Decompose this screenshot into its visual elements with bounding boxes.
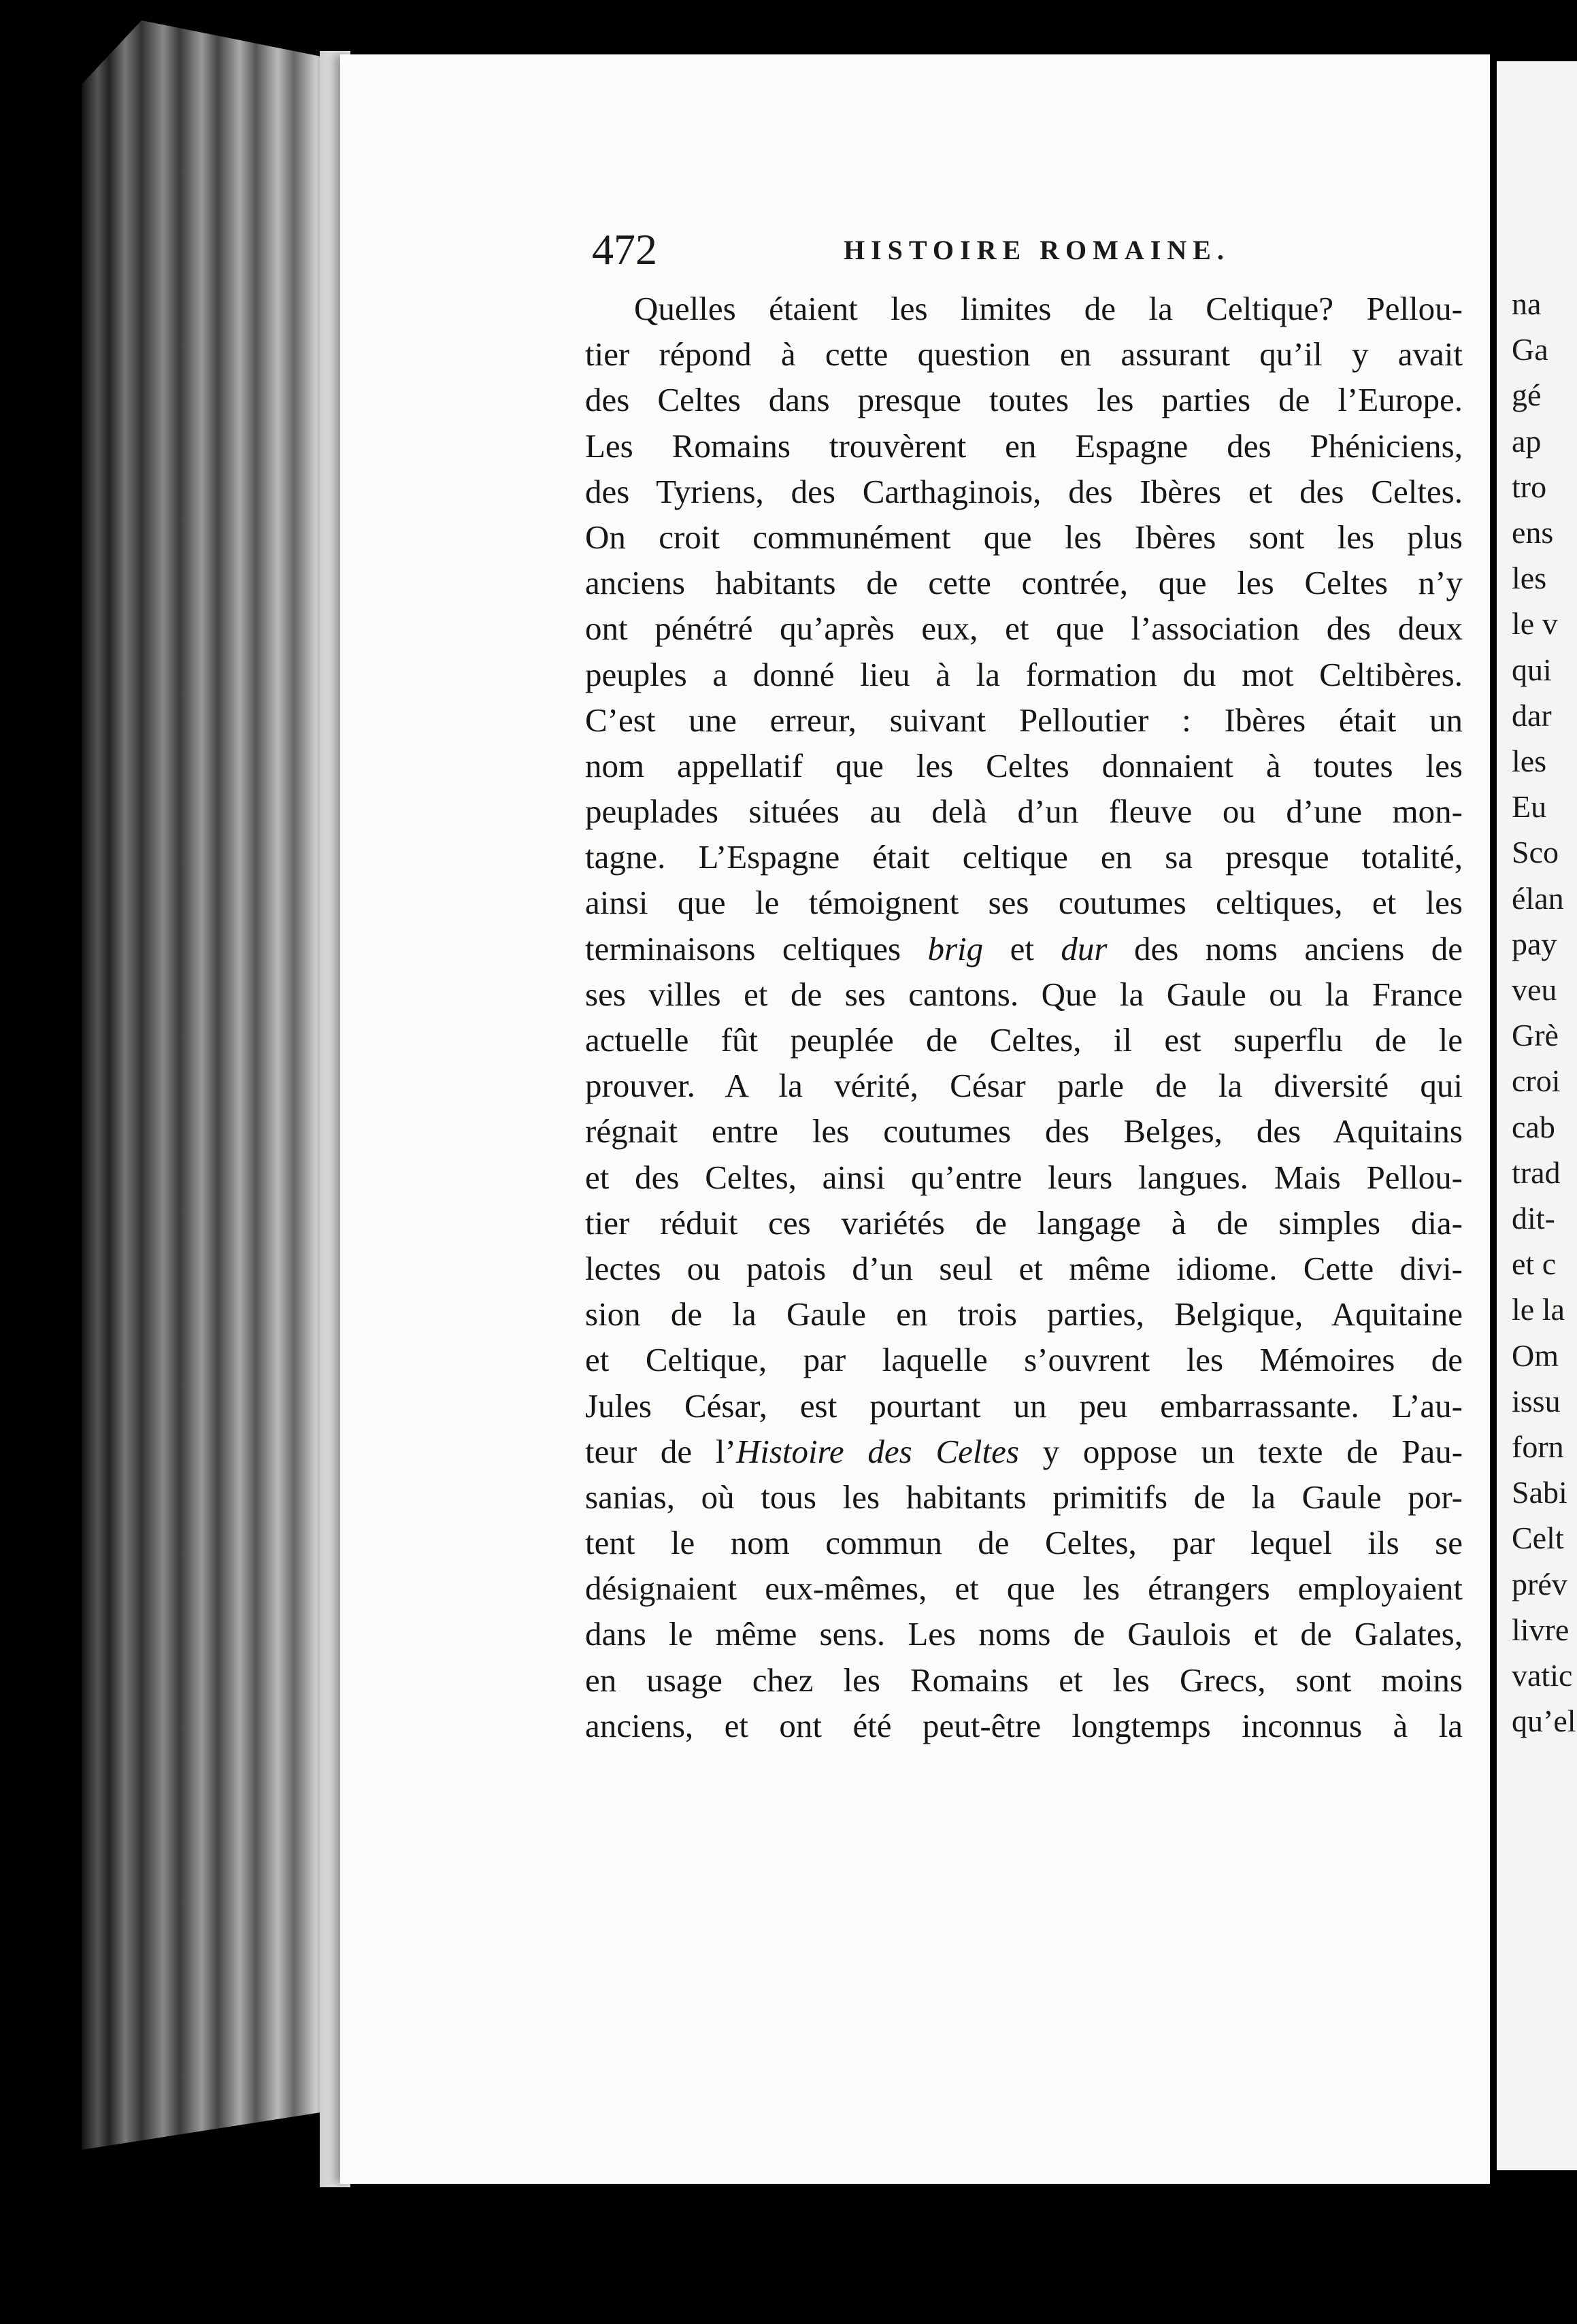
- running-head: [592, 225, 1463, 279]
- text-line: anciens habitants de cette contrée, que les Celtes n’y: [585, 564, 1463, 602]
- italic-title: Histoire des Celtes: [735, 1432, 1019, 1470]
- text-line: anciens, et ont été peut-être longtemps inconnus à la: [585, 1706, 1463, 1744]
- facing-page-fragment: le v: [1512, 606, 1558, 642]
- text-line: Quelles étaient les limites de la Celtique? Pellou-: [634, 290, 1463, 327]
- facing-page-fragment: trad: [1512, 1155, 1561, 1190]
- facing-page-fragment: et c: [1512, 1246, 1557, 1282]
- text-line: régnait entre les coutumes des Belges, des Aquitains: [585, 1112, 1463, 1150]
- text-line: [585, 1429, 1463, 1474]
- facing-page-fragment: prév: [1512, 1566, 1567, 1601]
- body-text: [585, 286, 1463, 1748]
- facing-page-fragment: Eu: [1512, 789, 1547, 825]
- italic-term: dur: [1061, 929, 1108, 967]
- facing-page-fragment: Grè: [1512, 1018, 1559, 1053]
- facing-page-fragment: livre: [1512, 1612, 1570, 1647]
- text-line: sion de la Gaule en trois parties, Belgique, Aquitaine: [585, 1295, 1463, 1333]
- text-line: Jules César, est pourtant un peu embarrassante. L’au-: [585, 1387, 1463, 1425]
- facing-page-fragment: les: [1512, 561, 1547, 596]
- text-line: et des Celtes, ainsi qu’entre leurs langues. Mais Pellou-: [585, 1158, 1463, 1196]
- facing-page-fragment: Celt: [1512, 1521, 1564, 1556]
- facing-page-fragment: élan: [1512, 880, 1564, 916]
- text-line: On croit communément que les Ibères sont les plus: [585, 518, 1463, 556]
- text-line: des Tyriens, des Carthaginois, des Ibères et des Celtes.: [585, 472, 1463, 510]
- text-segment: des noms anciens de: [1107, 929, 1463, 967]
- facing-page-fragment: issu: [1512, 1383, 1561, 1418]
- text-line: peuplades situées au delà d’un fleuve ou d’une mon-: [585, 793, 1463, 831]
- facing-page-fragment: ap: [1512, 423, 1542, 459]
- facing-page-fragment: vatic: [1512, 1658, 1573, 1693]
- facing-page-fragment: gé: [1512, 378, 1542, 413]
- text-line: Les Romains trouvèrent en Espagne des Phéniciens,: [585, 427, 1463, 465]
- facing-page-fragment: Sco: [1512, 835, 1559, 870]
- facing-page-fragment: Om: [1512, 1338, 1559, 1373]
- text-line: prouver. A la vérité, César parle de la diversité qui: [585, 1067, 1463, 1105]
- facing-page-fragment: qu’el: [1512, 1704, 1576, 1739]
- text-segment: teur de l’: [585, 1432, 736, 1470]
- text-line: lectes ou patois d’un seul et même idiome. Cette divi-: [585, 1249, 1463, 1287]
- text-segment: et: [983, 929, 1061, 967]
- text-line: sanias, où tous les habitants primitifs de la Gaule por-: [585, 1478, 1463, 1516]
- text-line: peuples a donné lieu à la formation du mot Celtibères.: [585, 655, 1463, 693]
- italic-term: brig: [927, 929, 984, 967]
- facing-page-fragment: les: [1512, 744, 1547, 778]
- text-line: et Celtique, par laquelle s’ouvrent les Mémoires de: [585, 1341, 1463, 1379]
- text-line: ses villes et de ses cantons. Que la Gaule ou la France: [585, 975, 1463, 1013]
- facing-page-fragment: qui: [1512, 652, 1552, 687]
- text-line: tier répond à cette question en assurant qu’il y avait: [585, 335, 1463, 374]
- page-number: 472: [592, 225, 657, 273]
- facing-page-fragment: dit-: [1512, 1201, 1555, 1235]
- text-line: ainsi que le témoignent ses coutumes celtiques, et les: [585, 884, 1463, 922]
- facing-page-fragment: Sabi: [1512, 1475, 1567, 1510]
- facing-page-fragment: Ga: [1512, 332, 1548, 367]
- facing-page-fragment: cab: [1512, 1109, 1555, 1144]
- facing-page-fragment: pay: [1512, 926, 1557, 961]
- text-line: tent le nom commun de Celtes, par lequel ils se: [585, 1524, 1463, 1562]
- text-line: tier réduit ces variétés de langage à de simples dia-: [585, 1204, 1463, 1242]
- text-line: en usage chez les Romains et les Grecs, sont moins: [585, 1661, 1463, 1699]
- facing-page-fragment: forn: [1512, 1429, 1564, 1464]
- text-line: des Celtes dans presque toutes les parties de l’Europe.: [585, 381, 1463, 419]
- facing-page-fragment: ens: [1512, 515, 1554, 550]
- text-line: nom appellatif que les Celtes donnaient à toutes les: [585, 746, 1463, 784]
- text-line: C’est une erreur, suivant Pelloutier : Ibères était un: [585, 701, 1463, 739]
- book-page-edges: [82, 20, 354, 2150]
- text-line: tagne. L’Espagne était celtique en sa presque totalité,: [585, 838, 1463, 876]
- facing-page-sliver: [1497, 61, 1577, 2170]
- facing-page-fragment: dar: [1512, 697, 1552, 733]
- facing-page-fragment: tro: [1512, 469, 1547, 504]
- facing-page-fragment: croi: [1512, 1063, 1561, 1099]
- text-line: désignaient eux-mêmes, et que les étrangers employaient: [585, 1570, 1463, 1608]
- facing-page-fragment: na: [1512, 286, 1542, 321]
- facing-page-fragment: le la: [1512, 1292, 1565, 1327]
- text-line: dans le même sens. Les noms de Gaulois et de Galates,: [585, 1615, 1463, 1653]
- text-line: ont pénétré qu’après eux, et que l’association des deux: [585, 610, 1463, 648]
- facing-page-fragment: veu: [1512, 972, 1557, 1007]
- running-head-title: HISTOIRE ROMAINE.: [844, 235, 1230, 265]
- text-line: [585, 926, 1463, 972]
- text-segment: terminaisons celtiques: [585, 929, 928, 967]
- text-line: actuelle fût peuplée de Celtes, il est superflu de le: [585, 1021, 1463, 1059]
- text-segment: y oppose un texte de Pau-: [1018, 1432, 1463, 1470]
